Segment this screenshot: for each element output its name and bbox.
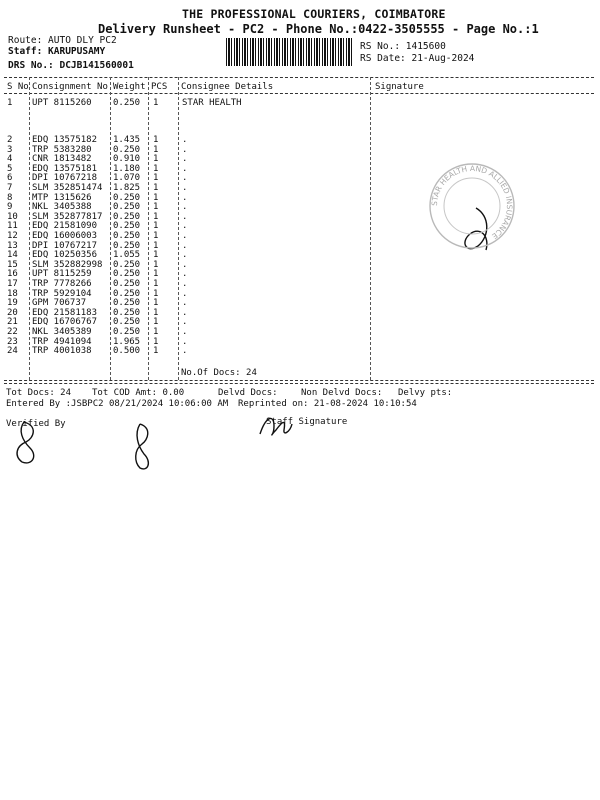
row-sno: 8 (7, 192, 13, 203)
col-divider-2 (110, 77, 111, 380)
row-sno: 22 (7, 327, 18, 337)
row-sno: 13 (7, 240, 18, 251)
row-pcs: 1 (153, 192, 159, 203)
row-sno: 19 (7, 298, 18, 309)
row-weight: 1.070 (113, 173, 141, 184)
row-consignee: . (182, 192, 188, 203)
reprinted-on: Reprinted on: 21-08-2024 10:10:54 (238, 399, 417, 409)
row-consignment: DPI 10767217 (32, 240, 98, 251)
row-consignment: TRP 5929104 (32, 288, 92, 299)
row-consignee: . (182, 173, 188, 184)
delivered-docs: Delvd Docs: (218, 388, 278, 398)
row-consignment: EDQ 10250356 (32, 250, 98, 261)
row-sno: 21 (7, 317, 18, 328)
row-consignee: . (182, 183, 188, 193)
row-consignee: . (182, 231, 188, 241)
row-pcs: 1 (153, 279, 159, 289)
row-weight: 0.250 (113, 240, 141, 251)
row-consignee: . (182, 240, 188, 251)
verified-by-label: Verified By (6, 419, 66, 429)
row-weight: 0.250 (113, 307, 141, 318)
row-weight: 0.250 (113, 327, 141, 337)
row-weight: 0.910 (113, 154, 141, 165)
row-weight: 0.250 (113, 192, 141, 203)
row-pcs: 1 (153, 211, 159, 222)
company-stamp (426, 160, 518, 256)
row-consignee: . (182, 154, 188, 165)
row-consignee: . (182, 327, 188, 337)
row-weight: 1.965 (113, 336, 141, 347)
rs-date: RS Date: 21-Aug-2024 (360, 53, 475, 64)
row-weight: 1.055 (113, 250, 141, 261)
row-weight: 0.250 (113, 298, 141, 309)
row-consignee: . (182, 202, 188, 213)
col-header-signature: Signature (375, 82, 424, 92)
row-pcs: 1 (153, 144, 159, 155)
company-title: THE PROFESSIONAL COURIERS, COIMBATORE (182, 7, 446, 21)
row-pcs: 1 (153, 154, 159, 165)
row-sno: 9 (7, 202, 13, 213)
non-delivered-docs: Non Delvd Docs: (301, 388, 383, 398)
row-consignment: SLM 352851474 (32, 183, 103, 193)
row-sno: 7 (7, 183, 13, 193)
row-consignee: . (182, 211, 188, 222)
rs-number: RS No.: 1415600 (360, 41, 446, 52)
row-consignment: EDQ 16706767 (32, 317, 98, 328)
row-pcs: 1 (153, 298, 159, 309)
row-consignee: . (182, 317, 188, 328)
row-weight: 0.500 (113, 346, 141, 357)
second-signature (128, 422, 158, 474)
row-pcs: 1 (153, 269, 159, 280)
row-weight: 0.250 (113, 144, 141, 155)
row-weight: 0.250 (113, 279, 141, 289)
row-pcs: 1 (153, 202, 159, 213)
row-weight: 1.435 (113, 135, 141, 145)
stamp-text: STAR HEALTH AND ALLIED INSURANCE (429, 163, 515, 241)
row-consignee: STAR HEALTH (182, 98, 242, 108)
row-consignee: . (182, 288, 188, 299)
row-consignment: TRP 5383280 (32, 144, 92, 155)
row-weight: 0.250 (113, 211, 141, 222)
row-consignee: . (182, 279, 188, 289)
row-weight: 1.825 (113, 183, 141, 193)
total-docs: Tot Docs: 24 (6, 388, 72, 398)
footer-rule (4, 383, 594, 384)
col-header-sno: S No (7, 82, 29, 92)
delivery-points: Delvy pts: (398, 388, 453, 398)
row-sno: 23 (7, 336, 18, 347)
staff-signature-label: Staff Signature (266, 417, 348, 427)
row-sno: 14 (7, 250, 18, 261)
row-sno: 12 (7, 231, 18, 241)
row-pcs: 1 (153, 240, 159, 251)
row-weight: 0.250 (113, 98, 141, 108)
route-label: Route: AUTO DLY PC2 (8, 35, 117, 46)
col-divider-4 (178, 77, 179, 380)
row-consignment: NKL 3405389 (32, 327, 92, 337)
row-consignment: EDQ 16006003 (32, 231, 98, 241)
row-sno: 3 (7, 144, 13, 155)
row-sno: 2 (7, 135, 13, 145)
row-sno: 17 (7, 279, 18, 289)
row-consignee: . (182, 336, 188, 347)
row-sno: 5 (7, 163, 13, 174)
row-sno: 6 (7, 173, 13, 184)
table-header-rule (4, 93, 594, 94)
row-pcs: 1 (153, 221, 159, 232)
row-sno: 18 (7, 288, 18, 299)
row-consignee: . (182, 346, 188, 357)
row-consignee: . (182, 269, 188, 280)
row-sno: 10 (7, 211, 18, 222)
verifier-signature (8, 418, 48, 468)
row-consignment: UPT 8115259 (32, 269, 92, 280)
row-consignee: . (182, 307, 188, 318)
col-divider-5 (370, 77, 371, 380)
row-consignment: CNR 1813482 (32, 154, 92, 165)
row-sno: 15 (7, 259, 18, 270)
col-header-consignee: Consignee Details (181, 82, 274, 92)
staff-signature-mark (256, 410, 296, 442)
row-weight: 1.180 (113, 163, 141, 174)
row-sno: 16 (7, 269, 18, 280)
row-pcs: 1 (153, 183, 159, 193)
row-consignment: GPM 706737 (32, 298, 87, 309)
table-top-rule (4, 77, 594, 78)
row-weight: 0.250 (113, 288, 141, 299)
row-pcs: 1 (153, 346, 159, 357)
row-consignee: . (182, 144, 188, 155)
row-sno: 1 (7, 98, 13, 108)
row-consignee: . (182, 135, 188, 145)
row-pcs: 1 (153, 163, 159, 174)
runsheet-subtitle: Delivery Runsheet - PC2 - Phone No.:0422-3505555 - Page No.:1 (98, 22, 539, 36)
row-sno: 20 (7, 307, 18, 318)
row-consignee: . (182, 250, 188, 261)
row-weight: 0.250 (113, 317, 141, 328)
row-consignment: NKL 3405388 (32, 202, 92, 213)
row-consignment: SLM 352877817 (32, 211, 103, 222)
row-consignment: EDQ 13575182 (32, 135, 98, 145)
drs-number: DRS No.: DCJB141560001 (8, 60, 134, 71)
staff-label: Staff: KARUPUSAMY (8, 46, 106, 57)
total-cod-amount: Tot COD Amt: 0.00 (92, 388, 185, 398)
row-consignment: EDQ 21581183 (32, 307, 98, 318)
row-sno: 24 (7, 346, 18, 357)
row-pcs: 1 (153, 327, 159, 337)
row-consignee: . (182, 221, 188, 232)
col-divider-1 (29, 77, 30, 380)
row-consignee: . (182, 259, 188, 270)
col-header-weight: Weight (113, 82, 146, 92)
row-pcs: 1 (153, 317, 159, 328)
row-consignment: UPT 8115260 (32, 98, 92, 108)
row-consignment: TRP 7778266 (32, 279, 92, 289)
col-divider-3 (148, 77, 149, 380)
table-bottom-rule (4, 380, 594, 381)
row-sno: 4 (7, 154, 13, 165)
row-pcs: 1 (153, 173, 159, 184)
row-weight: 0.250 (113, 221, 141, 232)
row-consignment: TRP 4941094 (32, 336, 92, 347)
row-consignment: EDQ 13575181 (32, 163, 98, 174)
row-consignment: EDQ 21581090 (32, 221, 98, 232)
col-header-pcs: PCS (151, 82, 168, 92)
row-weight: 0.250 (113, 269, 141, 280)
row-sno: 11 (7, 221, 18, 232)
row-consignment: TRP 4001038 (32, 346, 92, 357)
row-consignment: MTP 1315626 (32, 192, 92, 203)
row-pcs: 1 (153, 307, 159, 318)
row-pcs: 1 (153, 250, 159, 261)
row-consignment: SLM 352882998 (32, 259, 103, 270)
row-pcs: 1 (153, 259, 159, 270)
barcode (226, 38, 354, 66)
row-weight: 0.250 (113, 231, 141, 241)
no-of-docs: No.Of Docs: 24 (181, 368, 257, 378)
row-pcs: 1 (153, 288, 159, 299)
row-consignee: . (182, 298, 188, 309)
row-pcs: 1 (153, 98, 159, 108)
col-header-consignment: Consignment No (32, 82, 108, 92)
entered-by: Entered By :JSBPC2 08/21/2024 10:06:00 AM (6, 399, 229, 409)
row-pcs: 1 (153, 135, 159, 145)
row-pcs: 1 (153, 336, 159, 347)
row-weight: 0.250 (113, 259, 141, 270)
row-consignee: . (182, 163, 188, 174)
row-pcs: 1 (153, 231, 159, 241)
row-consignment: DPI 10767218 (32, 173, 98, 184)
row-weight: 0.250 (113, 202, 141, 213)
